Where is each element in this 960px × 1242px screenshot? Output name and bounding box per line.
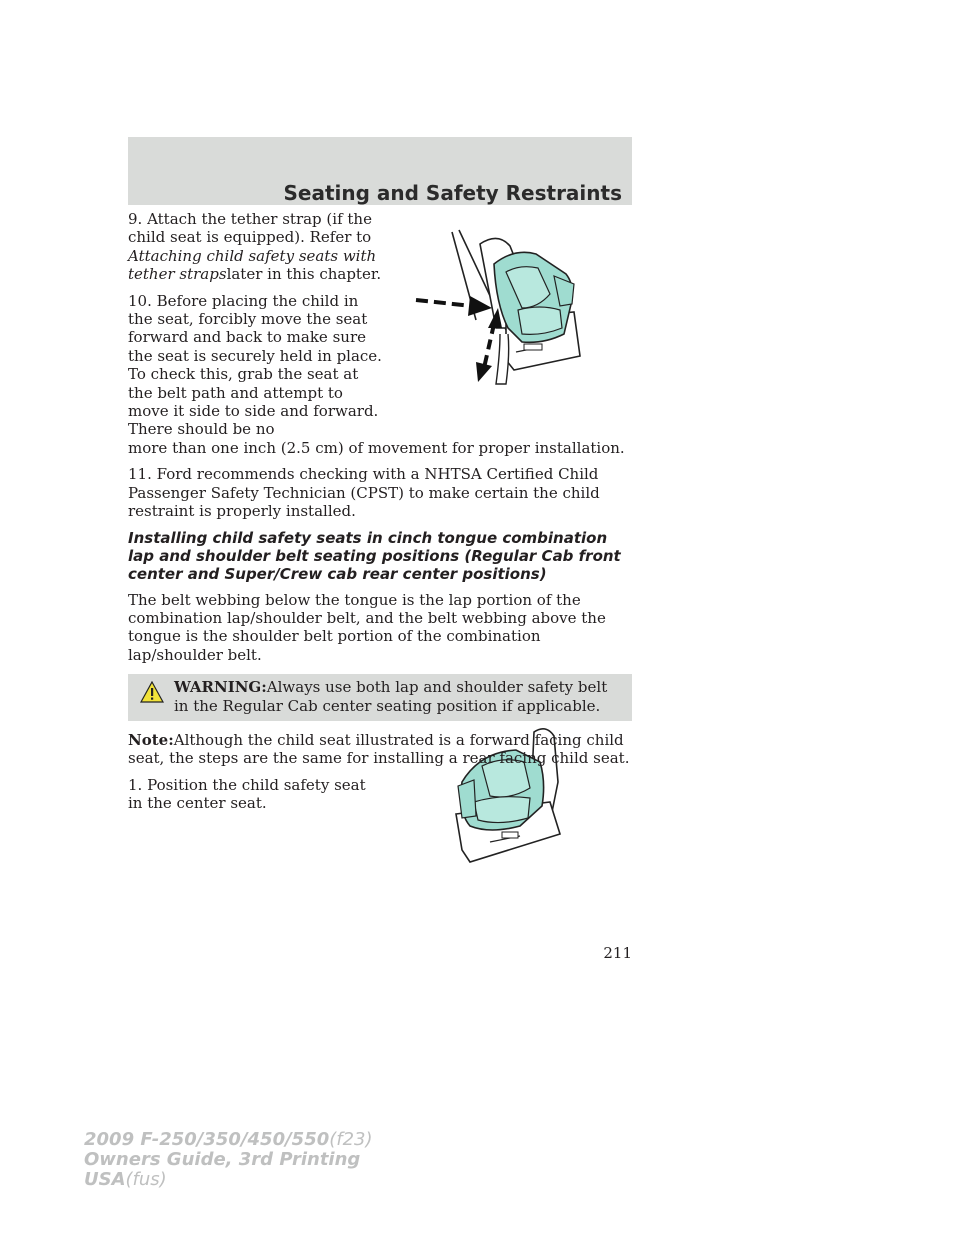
step-1: 1. Position the child safety seat in the center seat. [128,775,366,813]
step-9: 9. Attach the tether strap (if the child seat is equipped). Refer to Attaching child safety seats with tether strapslater in this chapter. [128,210,382,284]
step-10: 10. Before placing the child in the seat, forcibly move the seat forward and back to make sure the seat is securely held in place. To check this, grab the seat at the belt path and attempt to move it side to side and forward. There should be no more than one inch (2.5 cm) of movement for proper installation. [128,291,625,457]
section-header [128,137,632,205]
belt-description: The belt webbing below the tongue is the lap portion of the combination lap/shoulder belt, and the belt webbing above the tongue is the shoulder belt portion of the combination lap/shoulder belt. [128,590,606,664]
page-content [128,210,632,821]
note [128,731,632,768]
note-label: Note: [128,730,174,749]
subheading: Installing child safety seats in cinch tongue combination lap and shoulder belt seating positions (Regular Cab front center and Super/Crew cab rear center positions) [128,528,621,583]
note-text: Although the child seat illustrated is a forward facing child seat, the steps are the same for installing a rear facing child seat. [128,730,630,768]
warning-text: Always use both lap and shoulder safety belt in the Regular Cab center seating position if applicable. [174,678,608,715]
warning-box [128,674,632,721]
warning-triangle-icon [140,681,164,703]
section-title: Seating and Safety Restraints [283,181,622,205]
page-number: 211 [603,944,632,962]
step-9-reference: Attaching child safety seats with tether straps [128,246,377,284]
footer: 2009 F-250/350/450/550(f23) Owners Guide, 3rd Printing USA(fus) [84,1129,373,1190]
warning-label: WARNING: [174,678,267,697]
step-11: 11. Ford recommends checking with a NHTSA Certified Child Passenger Safety Technician (CPST) to make certain the child restraint is properly installed. [128,465,600,521]
